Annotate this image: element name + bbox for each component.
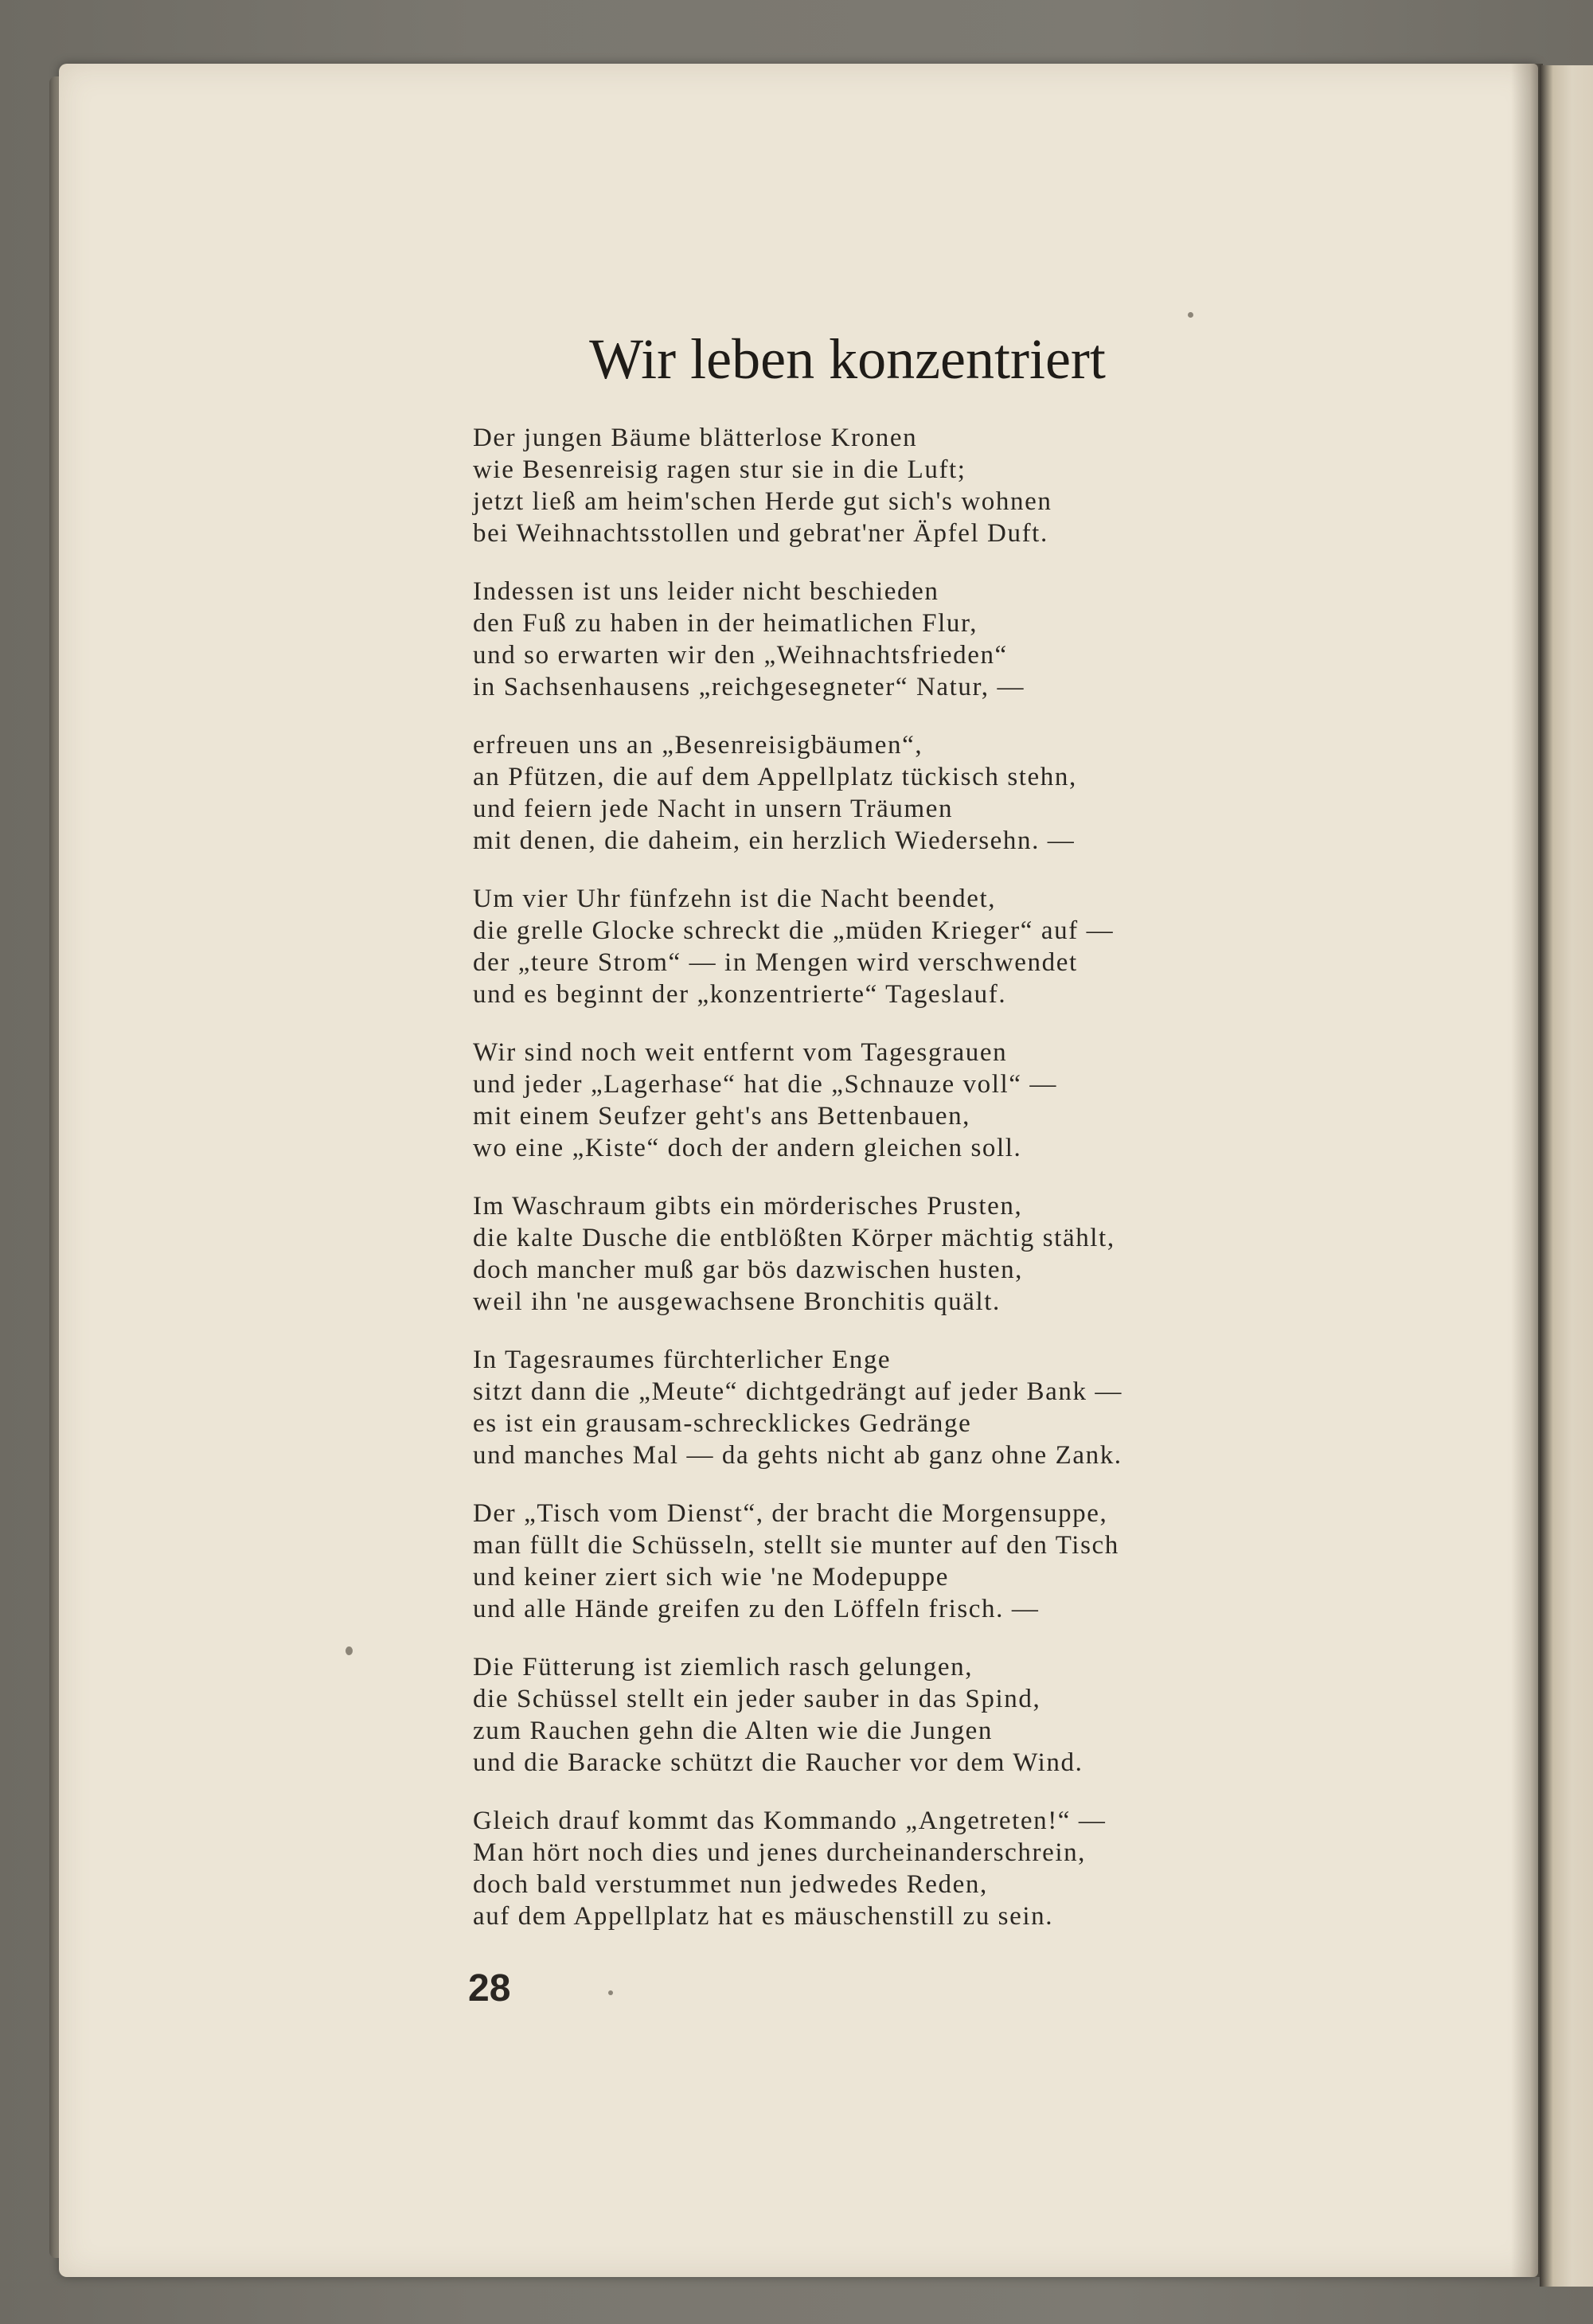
poem-line: Gleich drauf kommt das Kommando „Angetreten!“ —: [473, 1806, 1107, 1835]
stanza: [473, 1651, 1365, 1779]
stanza: [473, 1805, 1365, 1932]
poem-line: erfreuen uns an „Besenreisigbäumen“,: [473, 731, 923, 760]
poem-line: an Pfützen, die auf dem Appellplatz tückisch stehn,: [473, 763, 1077, 791]
poem-line: weil ihn 'ne ausgewachsene Bronchitis quält.: [473, 1287, 1001, 1316]
paper-speck: [608, 1990, 613, 1995]
poem-line: Der „Tisch vom Dienst“, der bracht die Morgensuppe,: [473, 1499, 1108, 1528]
poem-line: doch bald verstummet nun jedwedes Reden,: [473, 1870, 988, 1899]
poem-title: Wir leben konzentriert: [589, 327, 1106, 391]
poem-line: Wir sind noch weit entfernt vom Tagesgrauen: [473, 1038, 1008, 1067]
poem-line: bei Weihnachtsstollen und gebrat'ner Äpfel Duft.: [473, 519, 1048, 548]
poem-line: mit einem Seufzer geht's ans Bettenbauen,: [473, 1102, 971, 1131]
poem-line: auf dem Appellplatz hat es mäuschenstill zu sein.: [473, 1902, 1054, 1931]
poem-line: Im Waschraum gibts ein mörderisches Prusten,: [473, 1192, 1023, 1221]
poem-line: den Fuß zu haben in der heimatlichen Flur,: [473, 609, 978, 638]
poem-body: [473, 422, 1365, 1959]
stanza: [473, 1037, 1365, 1164]
page-gutter-shadow: [1511, 64, 1543, 2277]
stanza: [473, 883, 1365, 1010]
poem-line: und manches Mal — da gehts nicht ab ganz ohne Zank.: [473, 1441, 1123, 1470]
poem-line: Der jungen Bäume blätterlose Kronen: [473, 424, 918, 452]
poem-line: Man hört noch dies und jenes durcheinanderschrein,: [473, 1838, 1087, 1867]
poem-line: und feiern jede Nacht in unsern Träumen: [473, 795, 954, 823]
poem-line: doch mancher muß gar bös dazwischen husten,: [473, 1256, 1024, 1284]
poem-line: wo eine „Kiste“ doch der andern gleichen soll.: [473, 1134, 1022, 1162]
poem-line: und es beginnt der „konzentrierte“ Tageslauf.: [473, 980, 1007, 1009]
stanza: [473, 1190, 1365, 1318]
poem-line: die Schüssel stellt ein jeder sauber in das Spind,: [473, 1685, 1041, 1713]
poem-line: die grelle Glocke schreckt die „müden Krieger“ auf —: [473, 916, 1115, 945]
poem-line: mit denen, die daheim, ein herzlich Wiedersehn. —: [473, 826, 1076, 855]
facing-page-edge: [1540, 65, 1593, 2287]
poem-line: und die Baracke schützt die Raucher vor dem Wind.: [473, 1748, 1083, 1777]
poem-line: sitzt dann die „Meute“ dichtgedrängt auf jeder Bank —: [473, 1377, 1123, 1406]
poem-line: und so erwarten wir den „Weihnachtsfrieden“: [473, 641, 1008, 670]
poem-line: der „teure Strom“ — in Mengen wird verschwendet: [473, 948, 1078, 977]
poem-line: man füllt die Schüsseln, stellt sie munter auf den Tisch: [473, 1531, 1119, 1560]
paper-speck: [346, 1646, 353, 1655]
poem-line: in Sachsenhausens „reichgesegneter“ Natur, —: [473, 673, 1025, 701]
poem-line: und alle Hände greifen zu den Löffeln frisch. —: [473, 1595, 1040, 1623]
poem-line: Die Fütterung ist ziemlich rasch gelungen,: [473, 1653, 974, 1681]
poem-line: zum Rauchen gehn die Alten wie die Jungen: [473, 1717, 994, 1745]
poem-line: und jeder „Lagerhase“ hat die „Schnauze voll“ —: [473, 1070, 1057, 1099]
stanza: [473, 422, 1365, 549]
poem-line: Indessen ist uns leider nicht beschieden: [473, 577, 939, 606]
poem-line: und keiner ziert sich wie 'ne Modepuppe: [473, 1563, 950, 1592]
poem-line: wie Besenreisig ragen stur sie in die Luft;: [473, 455, 966, 484]
poem-line: In Tagesraumes fürchterlicher Enge: [473, 1346, 892, 1374]
poem-line: jetzt ließ am heim'schen Herde gut sich's wohnen: [473, 487, 1052, 516]
stanza: [473, 1344, 1365, 1471]
poem-line: es ist ein grausam-schrecklickes Gedränge: [473, 1409, 972, 1438]
page-number: 28: [468, 1967, 511, 2010]
paper-speck: [1188, 312, 1193, 318]
stanza: [473, 729, 1365, 857]
poem-line: die kalte Dusche die entblößten Körper mächtig stählt,: [473, 1224, 1115, 1252]
poem-line: Um vier Uhr fünfzehn ist die Nacht beendet,: [473, 885, 997, 913]
stanza: [473, 576, 1365, 703]
stanza: [473, 1498, 1365, 1625]
